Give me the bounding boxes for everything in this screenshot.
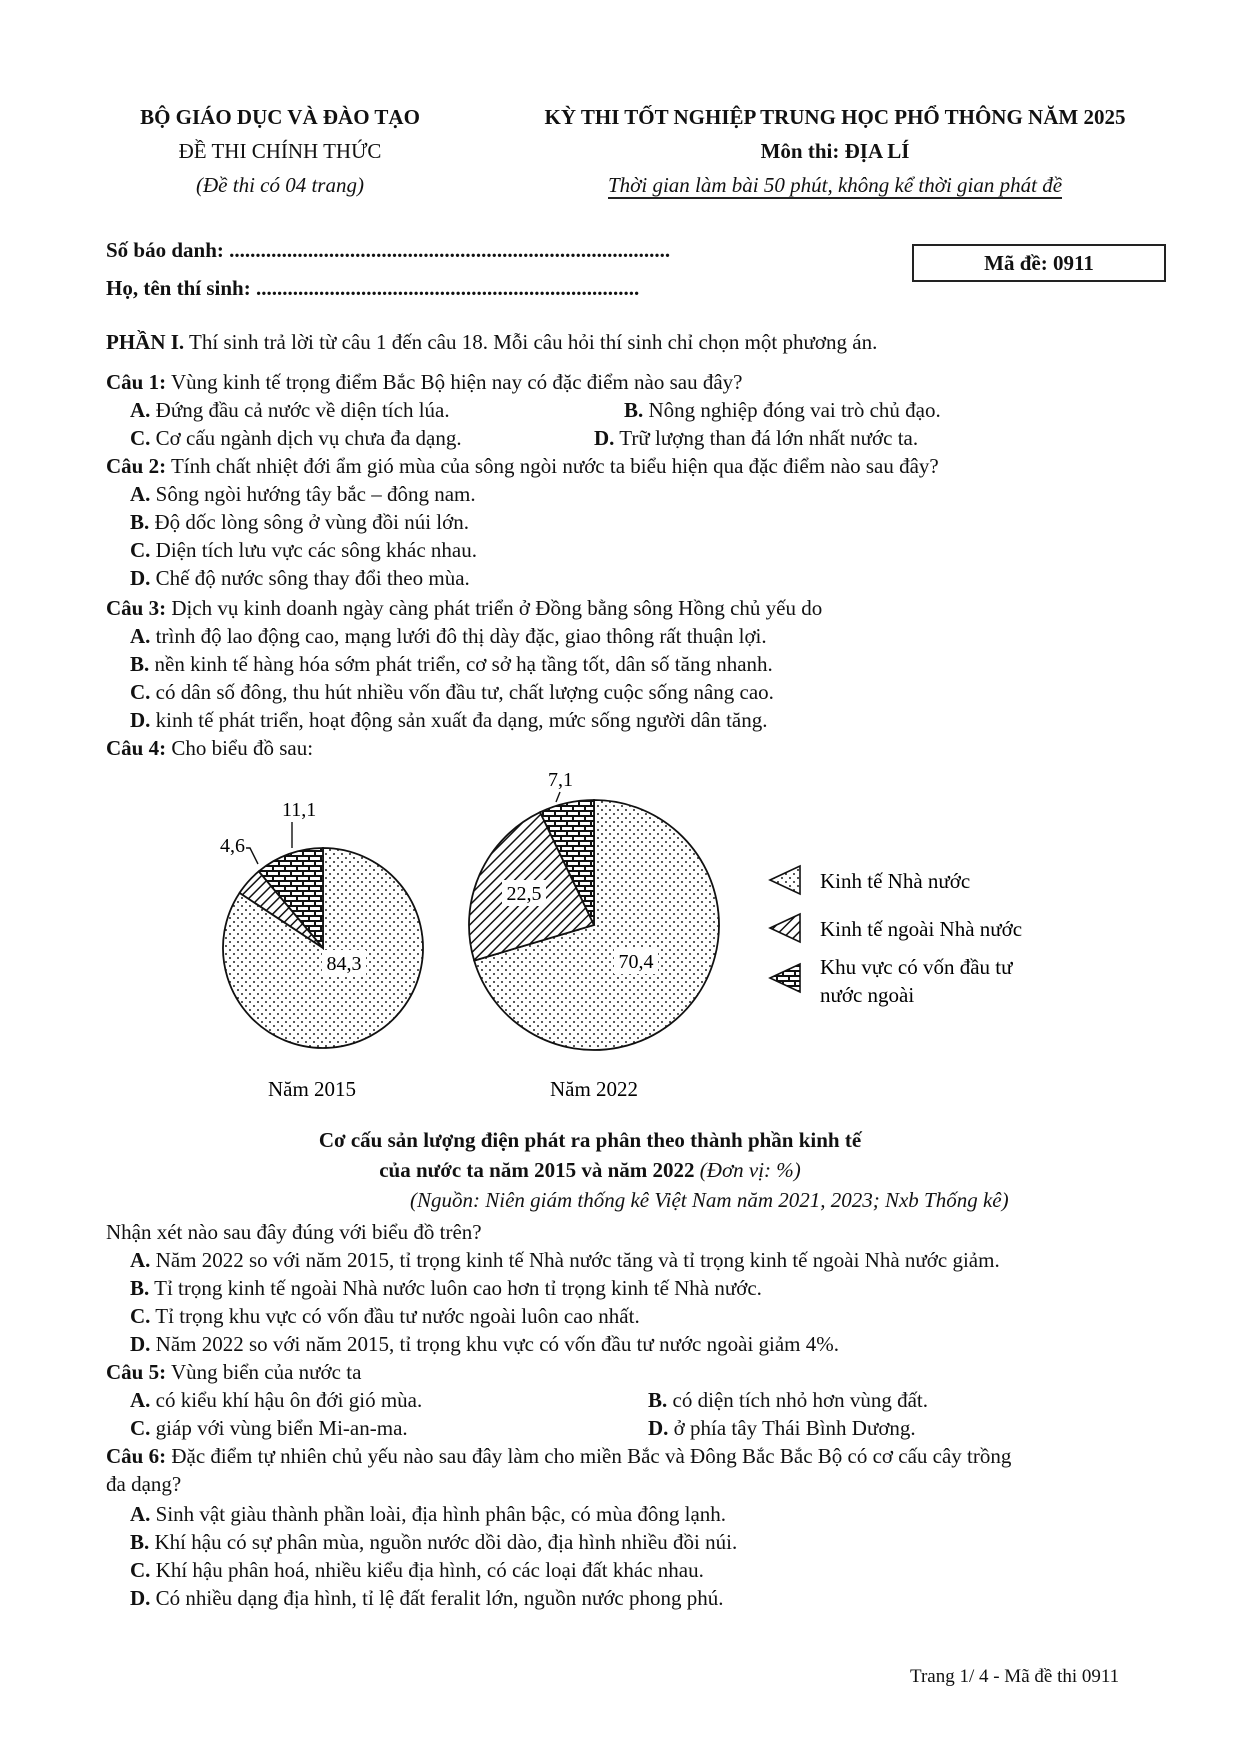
q5-option-d: D. ở phía tây Thái Bình Dương. [648, 1416, 916, 1440]
candidate-name-label: Họ, tên thí sinh: ......................................................................... [106, 276, 640, 300]
legend-swatch-foreign [770, 964, 800, 992]
exam-code-box: Mã đề: 0911 [912, 244, 1166, 282]
pie-chart [0, 760, 1240, 1120]
q2-option-a: A. Sông ngòi hướng tây bắc – đông nam. [130, 482, 476, 506]
q6-option-a: A. Sinh vật giàu thành phần loài, địa hình phân bậc, có mùa đông lạnh. [130, 1502, 727, 1526]
q5-option-a: A. có kiểu khí hậu ôn đới gió mùa. [130, 1388, 423, 1412]
question-2: Câu 2: Tính chất nhiệt đới ẩm gió mùa của sông ngòi nước ta biểu hiện qua đặc điểm nào sau đây? [106, 454, 939, 478]
q2-option-b: B. Độ dốc lòng sông ở vùng đồi núi lớn. [130, 510, 469, 534]
header-left [100, 100, 460, 202]
candidate-id-label: Số báo danh: .................................................................................... [106, 238, 671, 262]
pie-2022 [469, 769, 719, 1050]
q4-prompt: Nhận xét nào sau đây đúng với biểu đồ trên? [106, 1220, 482, 1244]
pie-2015-label-state: 84,3 [326, 953, 362, 975]
q6-option-c: C. Khí hậu phân hoá, nhiều kiểu địa hình, có các loại đất khác nhau. [130, 1558, 704, 1582]
header-right [470, 100, 1200, 202]
pages-note: (Đề thi có 04 trang) [196, 173, 364, 197]
pie-2022-leader-foreign [556, 792, 560, 802]
pie-2015 [220, 799, 423, 1048]
q6-option-d: D. Có nhiều dạng địa hình, tỉ lệ đất feralit lớn, nguồn nước phong phú. [130, 1586, 724, 1610]
q4-option-d: D. Năm 2022 so với năm 2015, tỉ trọng khu vực có vốn đầu tư nước ngoài giảm 4%. [130, 1332, 840, 1356]
chart-title: Cơ cấu sản lượng điện phát ra phân theo thành phần kinh tế [318, 1128, 862, 1152]
chart-title-2: của nước ta năm 2015 và năm 2022 (Đơn vị: %) [379, 1158, 801, 1182]
pie-2022-label-state: 70,4 [618, 951, 654, 973]
page-footer: Trang 1/ 4 - Mã đề thi 0911 [910, 1666, 1120, 1687]
pie-2015-label-foreign: 11,1 [282, 799, 317, 821]
q5-option-b: B. có diện tích nhỏ hơn vùng đất. [648, 1388, 928, 1412]
q4-option-a: A. Năm 2022 so với năm 2015, tỉ trọng kinh tế Nhà nước tăng và tỉ trọng kinh tế ngoài Nhà nước giảm. [130, 1248, 1000, 1272]
q1-option-d: D. Trữ lượng than đá lớn nhất nước ta. [594, 426, 919, 450]
q4-option-b: B. Tỉ trọng kinh tế ngoài Nhà nước luôn cao hơn tỉ trọng kinh tế Nhà nước. [130, 1276, 762, 1300]
question-1: Câu 1: Vùng kinh tế trọng điểm Bắc Bộ hiện nay có đặc điểm nào sau đây? [106, 370, 743, 394]
pie-2022-caption: Năm 2022 [549, 1077, 639, 1101]
q3-option-d: D. kinh tế phát triển, hoạt động sản xuất đa dạng, mức sống người dân tăng. [130, 708, 768, 732]
q3-option-a: A. trình độ lao động cao, mạng lưới đô thị dày đặc, giao thông rất thuận lợi. [130, 624, 767, 648]
part1-instruction: PHẦN I. Thí sinh trả lời từ câu 1 đến câu 18. Mỗi câu hỏi thí sinh chỉ chọn một phương án. [106, 330, 878, 354]
pie-2022-label-foreign: 7,1 [548, 769, 573, 791]
question-6-cont: đa dạng? [106, 1472, 182, 1496]
q2-option-c: C. Diện tích lưu vực các sông khác nhau. [130, 538, 477, 562]
legend-label-foreign-1: Khu vực có vốn đầu tư [820, 955, 1013, 979]
legend-label-state: Kinh tế Nhà nước [820, 869, 971, 893]
q2-option-d: D. Chế độ nước sông thay đổi theo mùa. [130, 566, 470, 590]
subject-label: Môn thi: ĐỊA LÍ [760, 139, 910, 163]
q1-option-b: B. Nông nghiệp đóng vai trò chủ đạo. [624, 398, 941, 422]
pie-2015-caption: Năm 2015 [267, 1077, 357, 1101]
exam-title: KỲ THI TỐT NGHIỆP TRUNG HỌC PHỔ THÔNG NĂM 2025 [544, 105, 1126, 129]
legend-label-nonstate: Kinh tế ngoài Nhà nước [820, 917, 1023, 941]
time-note: Thời gian làm bài 50 phút, không kể thời gian phát đề [607, 173, 1063, 197]
question-5: Câu 5: Vùng biển của nước ta [106, 1360, 362, 1384]
q1-option-a: A. Đứng đầu cả nước về diện tích lúa. [130, 398, 450, 422]
ministry-name: BỘ GIÁO DỤC VÀ ĐÀO TẠO [140, 105, 420, 129]
legend-swatch-state [770, 866, 800, 894]
legend-swatch-nonstate [770, 914, 800, 942]
q3-option-c: C. có dân số đông, thu hút nhiều vốn đầu tư, chất lượng cuộc sống nâng cao. [130, 680, 774, 704]
pie-2022-label-nonstate: 22,5 [506, 883, 542, 905]
question-3: Câu 3: Dịch vụ kinh doanh ngày càng phát triển ở Đồng bằng sông Hồng chủ yếu do [106, 596, 823, 620]
q5-option-c: C. giáp với vùng biển Mi-an-ma. [130, 1416, 408, 1440]
question-6: Câu 6: Đặc điểm tự nhiên chủ yếu nào sau đây làm cho miền Bắc và Đông Bắc Bắc Bộ có cơ cấu cây trồng [106, 1444, 1012, 1468]
chart-legend [770, 866, 1022, 1007]
official-exam-label: ĐỀ THI CHÍNH THỨC [178, 139, 382, 163]
question-4: Câu 4: Cho biểu đồ sau: [106, 736, 314, 760]
q3-option-b: B. nền kinh tế hàng hóa sớm phát triển, cơ sở hạ tầng tốt, dân số tăng nhanh. [130, 652, 773, 676]
legend-label-foreign-2: nước ngoài [820, 983, 915, 1007]
pie-2015-label-nonstate: 4,6 [220, 835, 245, 857]
q6-option-b: B. Khí hậu có sự phân mùa, nguồn nước dồi dào, địa hình nhiều đồi núi. [130, 1530, 738, 1554]
q4-option-c: C. Tỉ trọng khu vực có vốn đầu tư nước ngoài luôn cao nhất. [130, 1304, 640, 1328]
pie-2015-leader-nonstate [246, 848, 258, 864]
chart-source: (Nguồn: Niên giám thống kê Việt Nam năm 2021, 2023; Nxb Thống kê) [410, 1188, 1009, 1212]
q1-option-c: C. Cơ cấu ngành dịch vụ chưa đa dạng. [130, 426, 462, 450]
